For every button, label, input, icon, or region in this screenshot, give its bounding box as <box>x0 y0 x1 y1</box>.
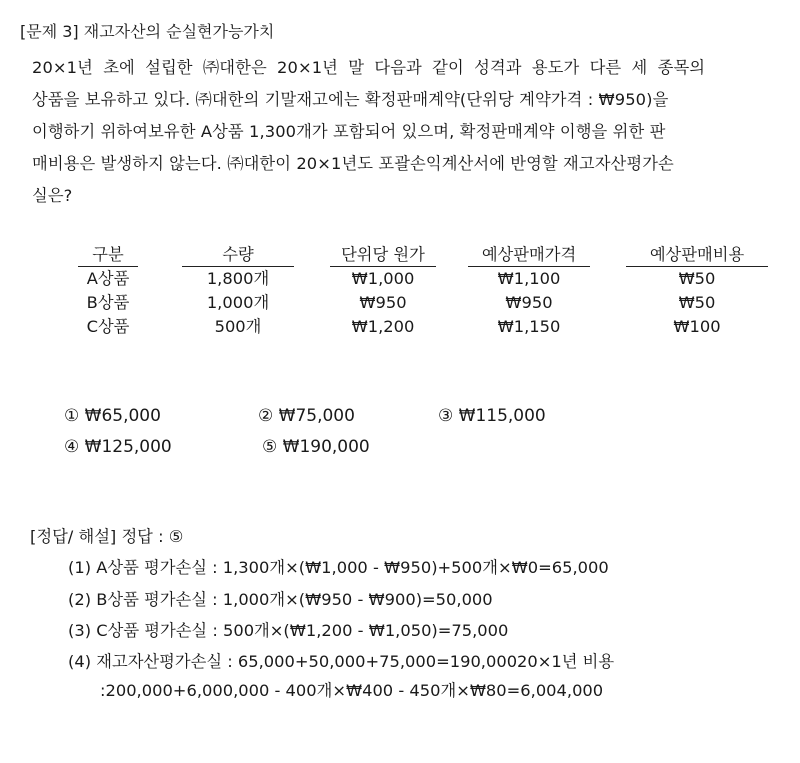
answer-heading: [정답/ 해설] 정답 : ⑤ <box>30 527 184 546</box>
table-cell: 500개 <box>214 317 262 336</box>
explanation-line-3: (3) C상품 평가손실 : 500개×(₩1,200 - ₩1,050)=75,000 <box>68 621 509 640</box>
table-cell: B상품 <box>86 293 130 312</box>
table-cell: ₩50 <box>678 293 716 312</box>
table-cell: ₩50 <box>678 269 716 288</box>
table-header-quantity: 수량 <box>182 244 294 267</box>
explanation-line-5: :200,000+6,000,000 - 400개×₩400 - 450개×₩80=6,004,000 <box>100 681 604 700</box>
option-5: ⑤ ₩190,000 <box>262 437 370 457</box>
explanation-line-2: (2) B상품 평가손실 : 1,000개×(₩950 - ₩900)=50,000 <box>68 590 493 609</box>
option-2: ② ₩75,000 <box>258 406 355 426</box>
question-title: [문제 3] 재고자산의 순실현가능가치 <box>20 22 275 41</box>
question-body-line-1: 20×1년 초에 설립한 ㈜대한은 20×1년 말 다음과 같이 성격과 용도가 다른 세 종목의 <box>32 58 706 77</box>
table-header-category: 구분 <box>78 244 138 267</box>
table-cell: A상품 <box>86 269 130 288</box>
table-cell: ₩950 <box>505 293 553 312</box>
table-column-expected-cost <box>626 244 768 339</box>
table-column-expected-price <box>468 244 590 339</box>
table-column-category <box>78 244 138 339</box>
table-header-expected-price: 예상판매가격 <box>468 244 590 267</box>
table-cell: C상품 <box>86 317 130 336</box>
explanation-line-4: (4) 재고자산평가손실 : 65,000+50,000+75,000=190,00020×1년 비용 <box>68 652 615 671</box>
option-3: ③ ₩115,000 <box>438 406 546 426</box>
table-cell: 1,000개 <box>206 293 270 312</box>
question-body-line-5: 실은? <box>32 186 73 205</box>
table-cell: 1,800개 <box>206 269 270 288</box>
table-column-unit-cost <box>330 244 436 339</box>
table-cell: ₩1,000 <box>351 269 415 288</box>
table-cell: ₩1,150 <box>497 317 561 336</box>
table-column-quantity <box>182 244 294 339</box>
question-body-line-2: 상품을 보유하고 있다. ㈜대한의 기말재고에는 확정판매계약(단위당 계약가격 : ₩950)을 <box>32 90 669 109</box>
inventory-table <box>0 244 800 344</box>
table-cell: ₩1,100 <box>497 269 561 288</box>
question-body-line-4: 매비용은 발생하지 않는다. ㈜대한이 20×1년도 포괄손익계산서에 반영할 재고자산평가손 <box>32 154 674 173</box>
table-header-expected-cost: 예상판매비용 <box>626 244 768 267</box>
table-cell: ₩100 <box>673 317 721 336</box>
option-4: ④ ₩125,000 <box>64 437 172 457</box>
table-cell: ₩1,200 <box>351 317 415 336</box>
option-1: ① ₩65,000 <box>64 406 161 426</box>
explanation-line-1: (1) A상품 평가손실 : 1,300개×(₩1,000 - ₩950)+500개×₩0=65,000 <box>68 558 609 577</box>
table-header-unit-cost: 단위당 원가 <box>330 244 436 267</box>
table-cell: ₩950 <box>359 293 407 312</box>
question-body-line-3: 이행하기 위하여보유한 A상품 1,300개가 포함되어 있으며, 확정판매계약 이행을 위한 판 <box>32 122 666 141</box>
